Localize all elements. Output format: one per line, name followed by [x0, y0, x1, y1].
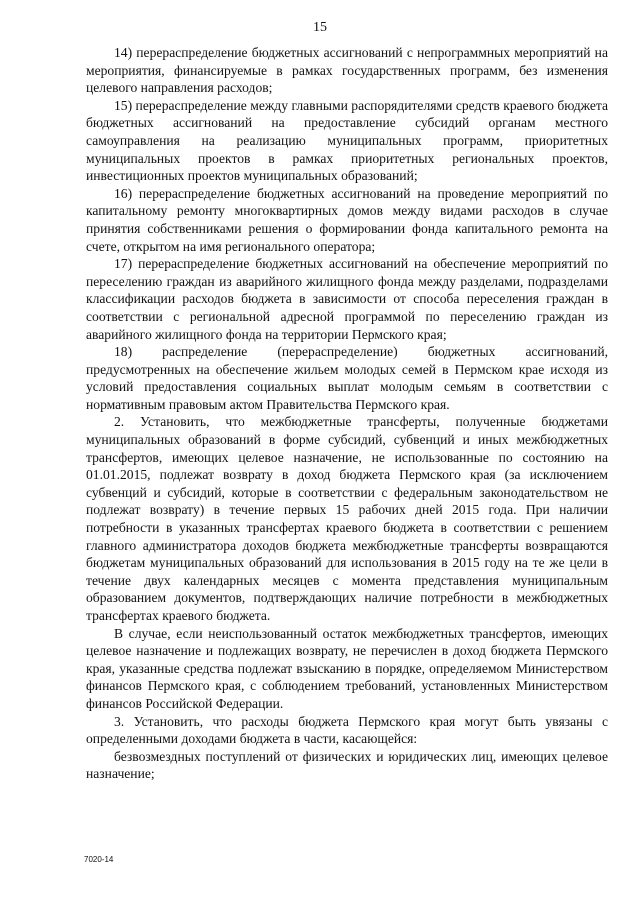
paragraph-clause-3-item: безвозмездных поступлений от физических и юридических лиц, имеющих целевое назначение;	[86, 748, 608, 782]
paragraph-item-16: 16) перераспределение бюджетных ассигнований на проведение мероприятий по капитальному ремонту многоквартирных домов между видами расходов в случае принятия собственниками решения о формировании фонда капитального ремонта на счете, открытом на имя регионального оператора;	[86, 185, 608, 254]
paragraph-clause-2-continued: В случае, если неиспользованный остаток межбюджетных трансфертов, имеющих целевое назначение и подлежащих возврату, не перечислен в доход бюджета Пермского края, указанные средства подлежат взысканию в порядке, определяемом Министерством финансов Пермского края, с соблюдением требований, установленных Министерством финансов Российской Федерации.	[86, 625, 608, 711]
paragraph-clause-2: 2. Установить, что межбюджетные трансферты, полученные бюджетами муниципальных образований в форме субсидий, субвенций и иных межбюджетных трансфертов, имеющих целевое назначение, не использованные по состоянию на 01.01.2015, подлежат возврату в доход бюджета Пермского края (за исключением субвенций и субсидий, которые в соответствии с федеральным законодательством не подлежат возврату) в течение первых 15 рабочих дней 2015 года. При наличии потребности в указанных трансфертах краевого бюджета в соответствии с решением главного администратора доходов бюджета межбюджетные трансферты возвращаются бюджетам муниципальных образований для использования в 2015 году на те же цели в течение двух календарных месяцев с момента представления муниципальным образованием документов, подтверждающих наличие потребности в межбюджетных трансфертах краевого бюджета.	[86, 414, 608, 623]
paragraph-item-14: 14) перераспределение бюджетных ассигнований с непрограммных мероприятий на мероприятия, финансируемые в рамках государственных программ, без изменения целевого направления расходов;	[86, 45, 608, 96]
document-body	[86, 44, 608, 783]
paragraph-item-17: 17) перераспределение бюджетных ассигнований на обеспечение мероприятий по переселению граждан из аварийного жилищного фонда между разделами, подразделами классификации расходов бюджета в зависимости от способа переселения граждан в соответствии с региональной адресной программой по переселению граждан из аварийного жилищного фонда на территории Пермского края;	[86, 256, 608, 342]
document-code: 7020-14	[84, 855, 114, 864]
paragraph-item-15: 15) перераспределение между главными распорядителями средств краевого бюджета бюджетных ассигнований на предоставление субсидий органам местного самоуправления на реализацию муниципальных программ, приоритетных муниципальных проектов в рамках приоритетных региональных проектов, инвестиционных проектов муниципальных образований;	[86, 97, 608, 184]
page-number: 15	[313, 20, 327, 35]
paragraph-item-18: 18) распределение (перераспределение) бюджетных ассигнований, предусмотренных на обеспечение жильем молодых семей в Пермском крае исходя из условий предоставления социальных выплат молодым семьям в соответствии с нормативным правовым актом Правительства Пермского края.	[86, 344, 608, 412]
paragraph-clause-3: 3. Установить, что расходы бюджета Пермского края могут быть увязаны с определенными доходами бюджета в части, касающейся:	[86, 713, 608, 747]
